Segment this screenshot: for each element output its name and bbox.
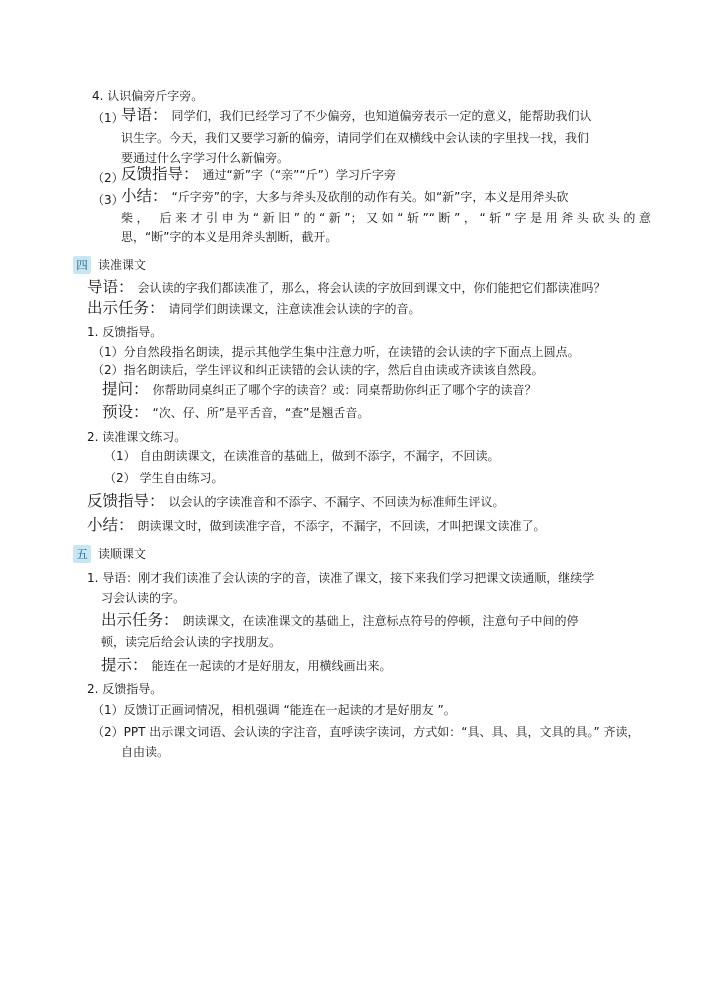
hint-label: 提示： xyxy=(101,656,148,674)
part4-item2-num: （2） xyxy=(92,171,124,185)
item-label: 导语： xyxy=(121,106,168,124)
section4-step2: 2. 读准课文练习。 xyxy=(87,430,187,444)
section5-step2: 2. 反馈指导。 xyxy=(87,682,163,696)
ask-label: 提问： xyxy=(102,380,149,398)
section-title: 读顺课文 xyxy=(98,547,147,561)
section4-intro: 导语： 会认读的字我们都读准了，那么，将会认读的字放回到课文中，你们能把它们都读准吗？ xyxy=(87,278,606,296)
intro-label: 导语： xyxy=(87,278,134,296)
section5-step1-line1: 1. 导语：刚才我们读准了会认读的字的音，读准了课文，接下来我们学习把课文读通顺，继续学 xyxy=(87,571,595,585)
section5-step2-item2: （2）PPT 出示课文词语、会认读的字注音，直呼读字读词，方式如：“具、具、具，文具的具。” 齐读， xyxy=(92,725,640,739)
section4-task: 出示任务： 请同学们朗读课文，注意读准会认读的字的音。 xyxy=(87,299,421,317)
part4-item1-line2: 识生字。今天，我们又要学习新的偏旁，请同学们在双横线中会认读的字里找一找，我们 xyxy=(121,131,590,145)
section-badge: 五 xyxy=(73,545,91,563)
section5-step2-item1: （1）反馈订正画词情况，相机强调 “能连在一起读的才是好朋友 ”。 xyxy=(92,703,456,717)
section4-ask: 提问： 你帮助同桌纠正了哪个字的读音？或：同桌帮助你纠正了哪个字的读音？ xyxy=(102,380,537,398)
section5-task-line2: 顿，读完后给会认读的字找朋友。 xyxy=(101,635,282,649)
part4-item3: 小结： “斤字旁”的字，大多与斧头及砍削的动作有关。如“新”字，本义是用斧头砍 xyxy=(121,187,569,205)
task-label: 出示任务： xyxy=(101,611,179,629)
item-label: 反馈指导： xyxy=(121,165,199,183)
task-label: 出示任务： xyxy=(87,299,165,317)
summary-label: 小结： xyxy=(87,516,134,534)
section4-feedback: 反馈指导： 以会认的字读准音和不添字、不漏字、不回读为标准师生评议。 xyxy=(87,492,505,510)
section5-task: 出示任务： 朗读课文，在读准课文的基础上，注意标点符号的停顿，注意句子中间的停 xyxy=(101,611,579,629)
section4-preset: 预设： “次、仔、所”是平舌音，“查”是翘舌音。 xyxy=(102,403,370,421)
section5-hint: 提示： 能连在一起读的才是好朋友，用横线画出来。 xyxy=(101,656,392,674)
section4-step1: 1. 反馈指导。 xyxy=(87,325,163,339)
section4-step2-item2: （2） 学生自由练习。 xyxy=(104,471,224,485)
section-badge: 四 xyxy=(73,256,91,274)
part4-item1-num: （1） xyxy=(92,111,124,125)
item-label: 小结： xyxy=(121,187,168,205)
section-title: 读准课文 xyxy=(98,258,147,272)
section4-summary: 小结： 朗读课文时，做到读准字音，不添字，不漏字，不回读，才叫把课文读准了。 xyxy=(87,516,546,534)
part4-item1-line3: 要通过什么字学习什么新偏旁。 xyxy=(121,151,290,165)
part4-item3-line2: 柴， 后来才引申为“新旧”的“新”；又如“斩”“断”，“斩”字是用斧头砍头的意 xyxy=(121,211,651,225)
section4-step1-item1: （1）分自然段指名朗读，提示其他学生集中注意力听，在读错的会认读的字下面点上圆点。 xyxy=(92,345,580,359)
section5-step2-item2-line2: 自由读。 xyxy=(121,745,170,759)
section4-step2-item1: （1） 自由朗读课文，在读准音的基础上，做到不添字，不漏字，不回读。 xyxy=(104,449,500,463)
preset-label: 预设： xyxy=(102,403,149,421)
part4-item3-line3: 思，“断”字的本义是用斧头割断，截开。 xyxy=(121,230,338,244)
part4-heading: 4. 认识偏旁斤字旁。 xyxy=(92,89,204,103)
section4-step1-item2: （2）指名朗读后，学生评议和纠正读错的会认读的字，然后自由读或齐读该自然段。 xyxy=(92,363,544,377)
feedback-label: 反馈指导： xyxy=(87,492,165,510)
part4-item1: 导语： 同学们，我们已经学习了不少偏旁，也知道偏旁表示一定的意义，能帮助我们认 xyxy=(121,106,592,124)
part4-item3-num: （3） xyxy=(92,193,124,207)
part4-item2: 反馈指导： 通过“新”字（“亲”“斤”）学习斤字旁 xyxy=(121,165,396,183)
section5-step1-line2: 习会认读的字。 xyxy=(101,591,186,605)
